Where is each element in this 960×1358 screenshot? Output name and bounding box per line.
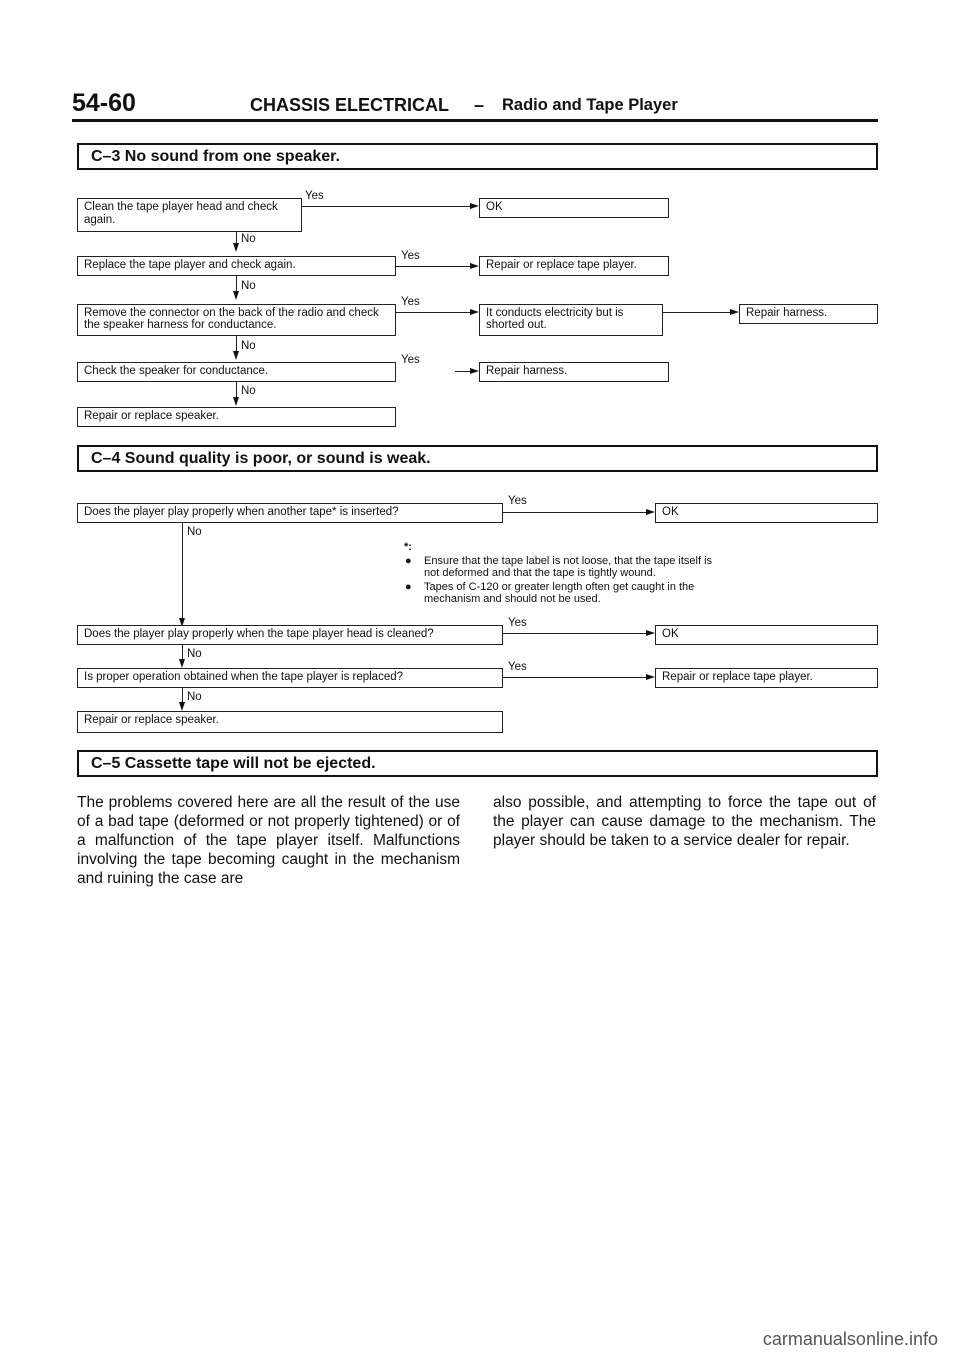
- c3-repair-harness-box-1: Repair harness.: [739, 304, 878, 324]
- c4-ok-box-1: OK: [655, 503, 878, 523]
- c4-step1-box: Does the player play properly when another tape* is inserted?: [77, 503, 503, 523]
- chapter-title: CHASSIS ELECTRICAL: [250, 95, 450, 115]
- connector: [302, 206, 470, 207]
- title-dash: –: [474, 95, 485, 115]
- connector: [236, 382, 237, 398]
- arrow-down-icon: [179, 702, 185, 711]
- yes-label: Yes: [401, 354, 420, 366]
- connector: [182, 645, 183, 660]
- yes-label: Yes: [401, 250, 420, 262]
- watermark: carmanualsonline.info: [762, 1329, 938, 1349]
- connector: [182, 523, 183, 619]
- arrow-right-icon: [730, 309, 739, 315]
- arrow-down-icon: [233, 291, 239, 300]
- note-text-1: Ensure that the tape label is not loose, that the tape itself is not deformed and that the tape is tightly wound.: [424, 555, 713, 579]
- no-label: No: [241, 280, 256, 292]
- connector: [182, 688, 183, 703]
- no-label: No: [187, 526, 202, 538]
- c4-repair-tape-player-box: Repair or replace tape player.: [655, 668, 878, 688]
- c3-repair-tape-player-box: Repair or replace tape player.: [479, 256, 669, 276]
- section-subtitle: Radio and Tape Player: [502, 96, 678, 114]
- c4-title: C–4 Sound quality is poor, or sound is weak.: [77, 445, 878, 472]
- connector: [455, 371, 470, 372]
- note-bullet-1: ●: [405, 555, 412, 567]
- c4-step2-box: Does the player play properly when the tape player head is cleaned?: [77, 625, 503, 645]
- arrow-right-icon: [646, 674, 655, 680]
- note-text-2: Tapes of C-120 or greater length often get caught in the mechanism and should not be used.: [424, 581, 695, 605]
- arrow-down-icon: [233, 243, 239, 252]
- connector: [503, 633, 646, 634]
- note-marker: *:: [404, 541, 412, 553]
- connector: [236, 276, 237, 292]
- arrow-down-icon: [233, 397, 239, 406]
- c3-ok-box: OK: [479, 198, 669, 218]
- arrow-down-icon: [179, 659, 185, 668]
- arrow-right-icon: [470, 203, 479, 209]
- yes-label: Yes: [401, 296, 420, 308]
- c5-text-right: also possible, and attempting to force the tape out of the player can cause damage to the mechanism. The player should be taken to a service dealer for repair.: [493, 794, 876, 849]
- note-bullet-2: ●: [405, 581, 412, 593]
- no-label: No: [187, 691, 202, 703]
- c3-step4-box: Check the speaker for conductance.: [77, 362, 396, 382]
- c3-step3-box: Remove the connector on the back of the radio and check the speaker harness for conductance.: [77, 304, 396, 336]
- connector: [503, 677, 646, 678]
- connector: [663, 312, 730, 313]
- no-label: No: [241, 233, 256, 245]
- c4-step3-box: Is proper operation obtained when the tape player is replaced?: [77, 668, 503, 688]
- arrow-right-icon: [470, 368, 479, 374]
- page-number: 54-60: [72, 89, 136, 117]
- c4-ok-box-2: OK: [655, 625, 878, 645]
- connector: [396, 266, 470, 267]
- arrow-down-icon: [233, 351, 239, 360]
- yes-label: Yes: [305, 190, 324, 202]
- arrow-right-icon: [646, 630, 655, 636]
- c5-title: C–5 Cassette tape will not be ejected.: [77, 750, 878, 777]
- c3-conducts-but-shorted-box: It conducts electricity but is shorted out.: [479, 304, 663, 336]
- arrow-right-icon: [646, 509, 655, 515]
- c3-step5-box: Repair or replace speaker.: [77, 407, 396, 427]
- arrow-right-icon: [470, 263, 479, 269]
- c3-title: C–3 No sound from one speaker.: [77, 143, 878, 170]
- c3-step2-box: Replace the tape player and check again.: [77, 256, 396, 276]
- yes-label: Yes: [508, 617, 527, 629]
- yes-label: Yes: [508, 495, 527, 507]
- no-label: No: [241, 340, 256, 352]
- page-header: [72, 88, 882, 122]
- yes-label: Yes: [508, 661, 527, 673]
- arrow-right-icon: [470, 309, 479, 315]
- header-rule: [72, 119, 878, 122]
- c3-step1-box: Clean the tape player head and check again.: [77, 198, 302, 232]
- connector: [236, 336, 237, 352]
- c5-text-left: The problems covered here are all the result of the use of a bad tape (deformed or not properly tightened) or of a malfunction of the tape player itself. Malfunctions involving the tape becoming caught in the mechanism and ruining the case are: [77, 794, 460, 887]
- no-label: No: [241, 385, 256, 397]
- connector: [396, 312, 470, 313]
- connector: [503, 512, 646, 513]
- c3-repair-harness-box-2: Repair harness.: [479, 362, 669, 382]
- c4-step4-box: Repair or replace speaker.: [77, 711, 503, 733]
- no-label: No: [187, 648, 202, 660]
